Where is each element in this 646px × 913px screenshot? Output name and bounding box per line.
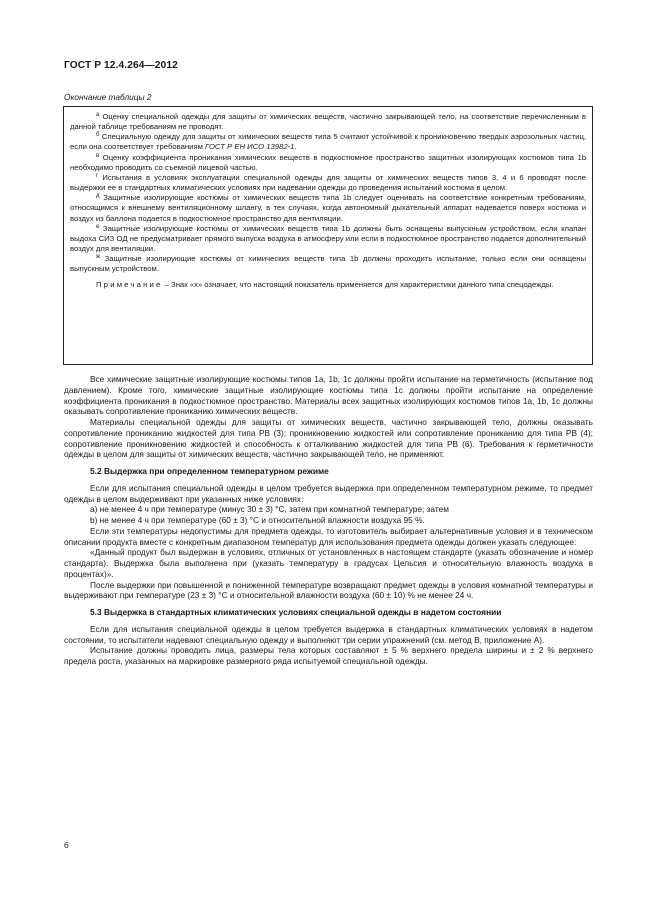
footnote-text: Специальную одежду для защиты от химических веществ типа 5 считают устойчивой к проникновению твердых аэрозольных частиц, если она соответствует требованиям xyxy=(70,132,586,152)
table-notes-box xyxy=(63,106,593,365)
footnote-b xyxy=(70,132,586,152)
footnote-text: Защитные изолирующие костюмы от химических веществ типа 1b должны проходить испытание, только если они оснащены выпускным устройством. xyxy=(70,254,587,274)
footnote-mark: a xyxy=(96,112,100,118)
table-continuation-caption: Окончание таблицы 2 xyxy=(64,92,152,102)
page-number: 6 xyxy=(64,840,69,850)
table-note xyxy=(70,280,586,290)
footnote-zh xyxy=(70,254,586,274)
quoted-statement: «Данный продукт был выдержан в условиях, отличных от установленных в настоящем стандарте (указать обозначение и номер стандарта). Выдержка была выполнена при (указать температуру в градусах Цельсия и относительную влажность воздуха в процентах)». xyxy=(64,547,593,579)
footnote-g xyxy=(70,173,586,193)
footnote-text-end: . xyxy=(294,142,297,152)
paragraph: Если для испытания специальной одежды в целом требуется выдержка в стандартных климатических условиях в надетом состоянии, то испытатели надевают специальную одежду и выполняют три серии упражнений (см. метод В, приложение А). xyxy=(64,623,593,645)
footnote-e xyxy=(70,224,586,254)
paragraph: Материалы специальной одежды для защиты от химических веществ, частично закрывающей тело, должны оказывать сопротивление прониканию жидкостей для типа PB (3); проникновению жидкостей или сопротивление прониканию для типа PB (4); сопротивление проникновению жидкостей и способность к отталкиванию жидкостей для типа PB (6). Требования к герметичности одежды в целом для защиты от химических веществ, частично закрывающей тело, не применяют. xyxy=(64,417,593,460)
footnote-mark: д xyxy=(96,193,100,200)
note-text: – Знак «х» означает, что настоящий показатель применяется для характеристики данного типа спецодежды. xyxy=(162,279,554,289)
paragraph: После выдержки при повышенной и пониженной температуре возвращают предмет одежды в условия комнатной температуры и выдерживают при температуре (23 ± 3) °С и относительной влажности воздуха (60 ± 10) % не менее 24 ч. xyxy=(64,579,593,601)
paragraph: Испытание должны проводить лица, размеры тела которых составляют ± 5 % верхнего предела ширины и ± 2 % верхнего предела роста, указанных на маркировке размерного ряда испытуемой специальной одежды. xyxy=(64,645,593,666)
section-heading-5-2: 5.2 Выдержка при определенном температурном режиме xyxy=(90,466,329,476)
footnote-mark: г xyxy=(96,172,99,179)
footnote-mark: е xyxy=(96,223,100,230)
footnote-d xyxy=(70,193,586,223)
list-item-b: b) не менее 4 ч при температуре (60 ± 3) °С и относительной влажности воздуха 95 %. xyxy=(90,515,425,525)
footnote-text: Защитные изолирующие костюмы от химических веществ типа 1b следует оценивать на соответствие конкретным требованиям, относящимся к внешнему вентиляционному шлангу, в тех случаях, когда автономный дыхательный аппарат надевается поверх костюма и воздух из баллона подается в подкостюмное пространство для вентиляции. xyxy=(70,193,586,223)
footnote-text: Оценку коэффициента проникания химических веществ в подкостюмное пространство защитных изолирующих костюмов типа 1b необходимо проводить со съемной лицевой частью. xyxy=(70,152,586,172)
main-text xyxy=(64,374,593,667)
footnote-mark: ж xyxy=(96,254,101,261)
footnote-mark: в xyxy=(96,152,100,159)
paragraph: Все химические защитные изолирующие костюмы типов 1а, 1b, 1с должны пройти испытание на герметичность (испытание под давлением). Кроме того, химические защитные изолирующие костюмы типа 1с должны пройти испытание на определение коэффициента проникания в подкостюмное пространство. Материалы всех защитных изолирующих костюмов типов 1а, 1b, 1с должны оказывать сопротивление прониканию химических веществ. xyxy=(64,374,593,417)
footnote-v xyxy=(70,153,586,173)
list-item-a: а) не менее 4 ч при температуре (минус 30 ± 3) °С, затем при комнатной температуре; затем xyxy=(90,504,449,515)
standard-reference: ГОСТ Р ЕН ИСО 13982-1 xyxy=(205,142,295,152)
section-heading-5-3: 5.3 Выдержка в стандартных климатических условиях специальной одежды в надетом состоянии xyxy=(90,607,502,617)
standard-header: ГОСТ Р 12.4.264—2012 xyxy=(64,60,178,71)
footnote-mark: б xyxy=(96,132,100,139)
footnote-text: Испытания в условиях эксплуатации специальной одежды для защиты от химических веществ типов 3, 4 и 6 проводят после выдержки ее в стандартных климатических условиях при надевании одежды до проведения испытаний костюма в целом. xyxy=(70,172,586,193)
footnote-a xyxy=(70,112,586,132)
paragraph: Если для испытания специальной одежды в целом требуется выдержка при определенном температурном режиме, то предмет одежды в целом выдерживают при указанных ниже условиях: xyxy=(64,482,593,504)
footnote-text: Оценку специальной одежды для защиты от химических веществ, частично закрывающей тело, на соответствие перечисленным в данной таблице требованиям не проводят. xyxy=(70,112,586,132)
note-label: Примечание xyxy=(96,279,163,289)
paragraph: Если эти температуры недопустимы для предмета одежды, то изготовитель выбирает альтернативные условия и в техническом описании продукта вместе с конкретным диапазоном температур для использования предмета одежды должен указать следующее: xyxy=(64,525,593,547)
footnote-text: Защитные изолирующие костюмы от химических веществ типа 1b должны быть оснащены выпускным устройством, если клапан выдоха СИЗ ОД не предусматривает прямого выпуска воздуха в атмосферу или если в подкостюмное пространство подается дополнительный воздух для вентиляции. xyxy=(70,223,586,254)
